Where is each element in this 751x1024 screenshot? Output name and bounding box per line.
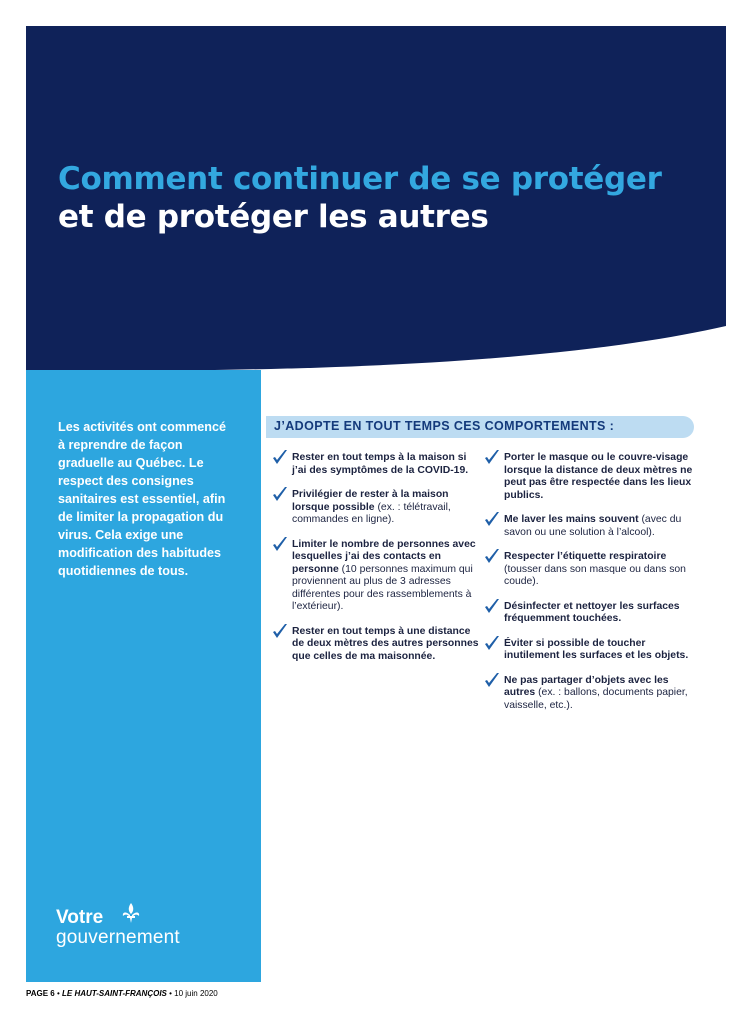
list-item-text: Me laver les mains souvent (avec du savon ou une solution à l’alcool). xyxy=(504,514,682,538)
title-line-1: Comment continuer de se protéger xyxy=(58,161,662,197)
list-item-text: Respecter l’étiquette respiratoire (tousser dans son masque ou dans son coude). xyxy=(504,551,686,587)
list-item xyxy=(484,675,694,713)
intro-text: Les activités ont commencé à reprendre de façon graduelle au Québec. Le respect des consignes sanitaires est essentiel, afin de limiter la propagation du virus. Cela exige une modification des habitudes quotidiennes de tous. xyxy=(58,420,226,578)
behaviors-left-column xyxy=(272,452,482,675)
footer-separator-2: • xyxy=(166,989,175,998)
list-item-text: Porter le masque ou le couvre-visage lorsque la distance de deux mètres ne peut pas être respectée dans les lieux publics. xyxy=(504,452,693,501)
checkmark-icon xyxy=(484,598,500,616)
gouvernement-logo xyxy=(56,908,180,948)
sidebar xyxy=(26,370,261,982)
section-heading: J’ADOPTE EN TOUT TEMPS CES COMPORTEMENTS : xyxy=(274,419,615,433)
checkmark-icon xyxy=(272,486,288,504)
page-footer xyxy=(26,989,218,998)
behaviors-right-column xyxy=(484,452,694,724)
list-item-text: Rester en tout temps à une distance de deux mètres des autres personnes que celles de ma maisonnée. xyxy=(292,625,479,662)
checkmark-icon xyxy=(484,449,500,467)
list-item xyxy=(484,638,694,663)
footer-separator: • xyxy=(54,989,62,998)
list-item xyxy=(272,489,482,527)
page-title xyxy=(58,160,662,236)
list-item xyxy=(272,452,482,477)
checkmark-icon xyxy=(272,536,288,554)
checkmark-icon xyxy=(484,672,500,690)
list-item xyxy=(272,539,482,614)
page-number: PAGE 6 xyxy=(26,989,55,998)
list-item xyxy=(272,626,482,664)
checkmark-icon xyxy=(272,449,288,467)
logo-line-2: gouvernement xyxy=(56,927,180,948)
list-item-text: Privilégier de rester à la maison lorsque possible (ex. : télétravail, commandes en ligne). xyxy=(292,489,451,525)
title-line-2: et de protéger les autres xyxy=(58,199,489,235)
list-item-text: Désinfecter et nettoyer les surfaces fréquemment touchées. xyxy=(504,600,680,624)
list-item-text: Limiter le nombre de personnes avec lesquelles j’ai des contacts en personne (10 personnes maximum qui proviennent au plus de 3 adresses différentes pour des rassemblements à l’extérieur). xyxy=(292,538,476,612)
checkmark-icon xyxy=(484,548,500,566)
list-item-text: Éviter si possible de toucher inutilement les surfaces et les objets. xyxy=(504,637,689,661)
list-item-text: Ne pas partager d’objets avec les autres (ex. : ballons, documents papier, vaisselle, etc.). xyxy=(504,674,688,711)
checkmark-icon xyxy=(272,623,288,641)
list-item xyxy=(484,551,694,589)
list-item-text: Rester en tout temps à la maison si j’ai des symptômes de la COVID-19. xyxy=(292,452,469,476)
section-heading-banner xyxy=(266,416,694,438)
logo-line-1: Votre xyxy=(56,907,104,928)
publication-name: LE HAUT-SAINT-FRANÇOIS xyxy=(62,989,167,998)
publication-date: 10 juin 2020 xyxy=(174,989,218,998)
checkmark-icon xyxy=(484,511,500,529)
checkmark-icon xyxy=(484,635,500,653)
list-item xyxy=(484,452,694,502)
list-item xyxy=(484,514,694,539)
list-item xyxy=(484,601,694,626)
fleur-de-lys-icon xyxy=(120,902,142,924)
